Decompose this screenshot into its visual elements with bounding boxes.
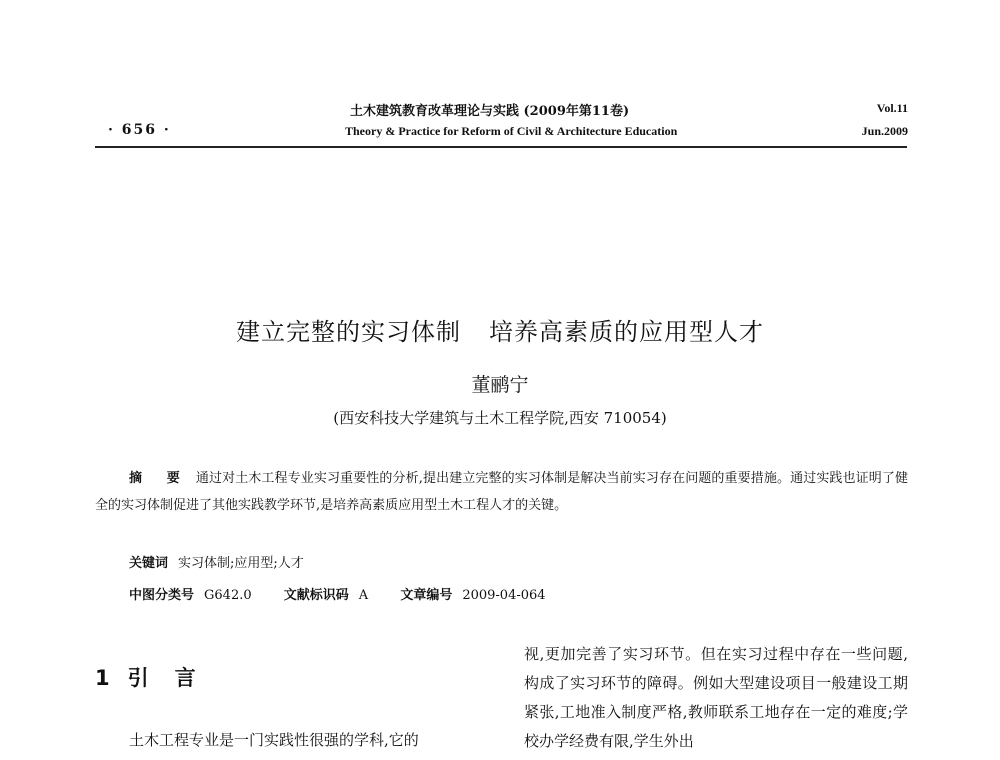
volume-label: Vol.11 (876, 101, 908, 115)
author: 董鹂宁 (471, 374, 529, 396)
title-part-2: 培养高素质的应用型人才 (489, 318, 764, 346)
section-title: 引言 (127, 666, 222, 690)
page-number: · 656 · (108, 122, 171, 138)
article-title (0, 312, 1000, 347)
doc-code-label: 文献标识码 (283, 588, 349, 603)
left-column-text: 土木工程专业是一门实践性很强的学科,它的 (129, 731, 419, 749)
affiliation: (西安科技大学建筑与土木工程学院,西安 710054) (333, 409, 667, 427)
journal-title-en: Theory & Practice for Reform of Civil & Architecture Education (345, 124, 678, 138)
header-rule (95, 146, 907, 148)
keywords-line (129, 552, 304, 571)
title-part-1: 建立完整的实习体制 (236, 318, 461, 346)
article-no-label: 文章编号 (400, 588, 453, 603)
right-column-text: 视,更加完善了实习环节。但在实习过程中存在一些问题,构成了实习环节的障碍。例如大型建设项目一般建设工期紧张,工地准入制度严格,教师联系工地存在一定的难度;学校办学经费有限,学生外出 (524, 645, 908, 750)
journal-title-cn: 土木建筑教育改革理论与实践 (2009年第11卷) (350, 104, 630, 119)
clc-label: 中图分类号 (129, 588, 195, 603)
abstract (95, 465, 908, 519)
section-heading (95, 662, 222, 692)
doc-code-value: A (358, 588, 369, 603)
abstract-text: 通过对土木工程专业实习重要性的分析,提出建立完整的实习体制是解决当前实习存在问题的重要措施。通过实践也证明了健全的实习体制促进了其他实践教学环节,是培养高素质应用型土木工程人才的关键。 (95, 471, 908, 513)
article-no-value: 2009-04-064 (462, 588, 546, 603)
clc-value: G642.0 (204, 588, 252, 603)
keywords-value: 实习体制;应用型;人才 (178, 556, 304, 571)
classification-line (129, 584, 546, 603)
section-number: 1 (95, 666, 110, 690)
issue-date: Jun.2009 (861, 124, 908, 138)
keywords-label: 关键词 (129, 556, 169, 571)
abstract-label: 摘 要 (129, 471, 190, 486)
